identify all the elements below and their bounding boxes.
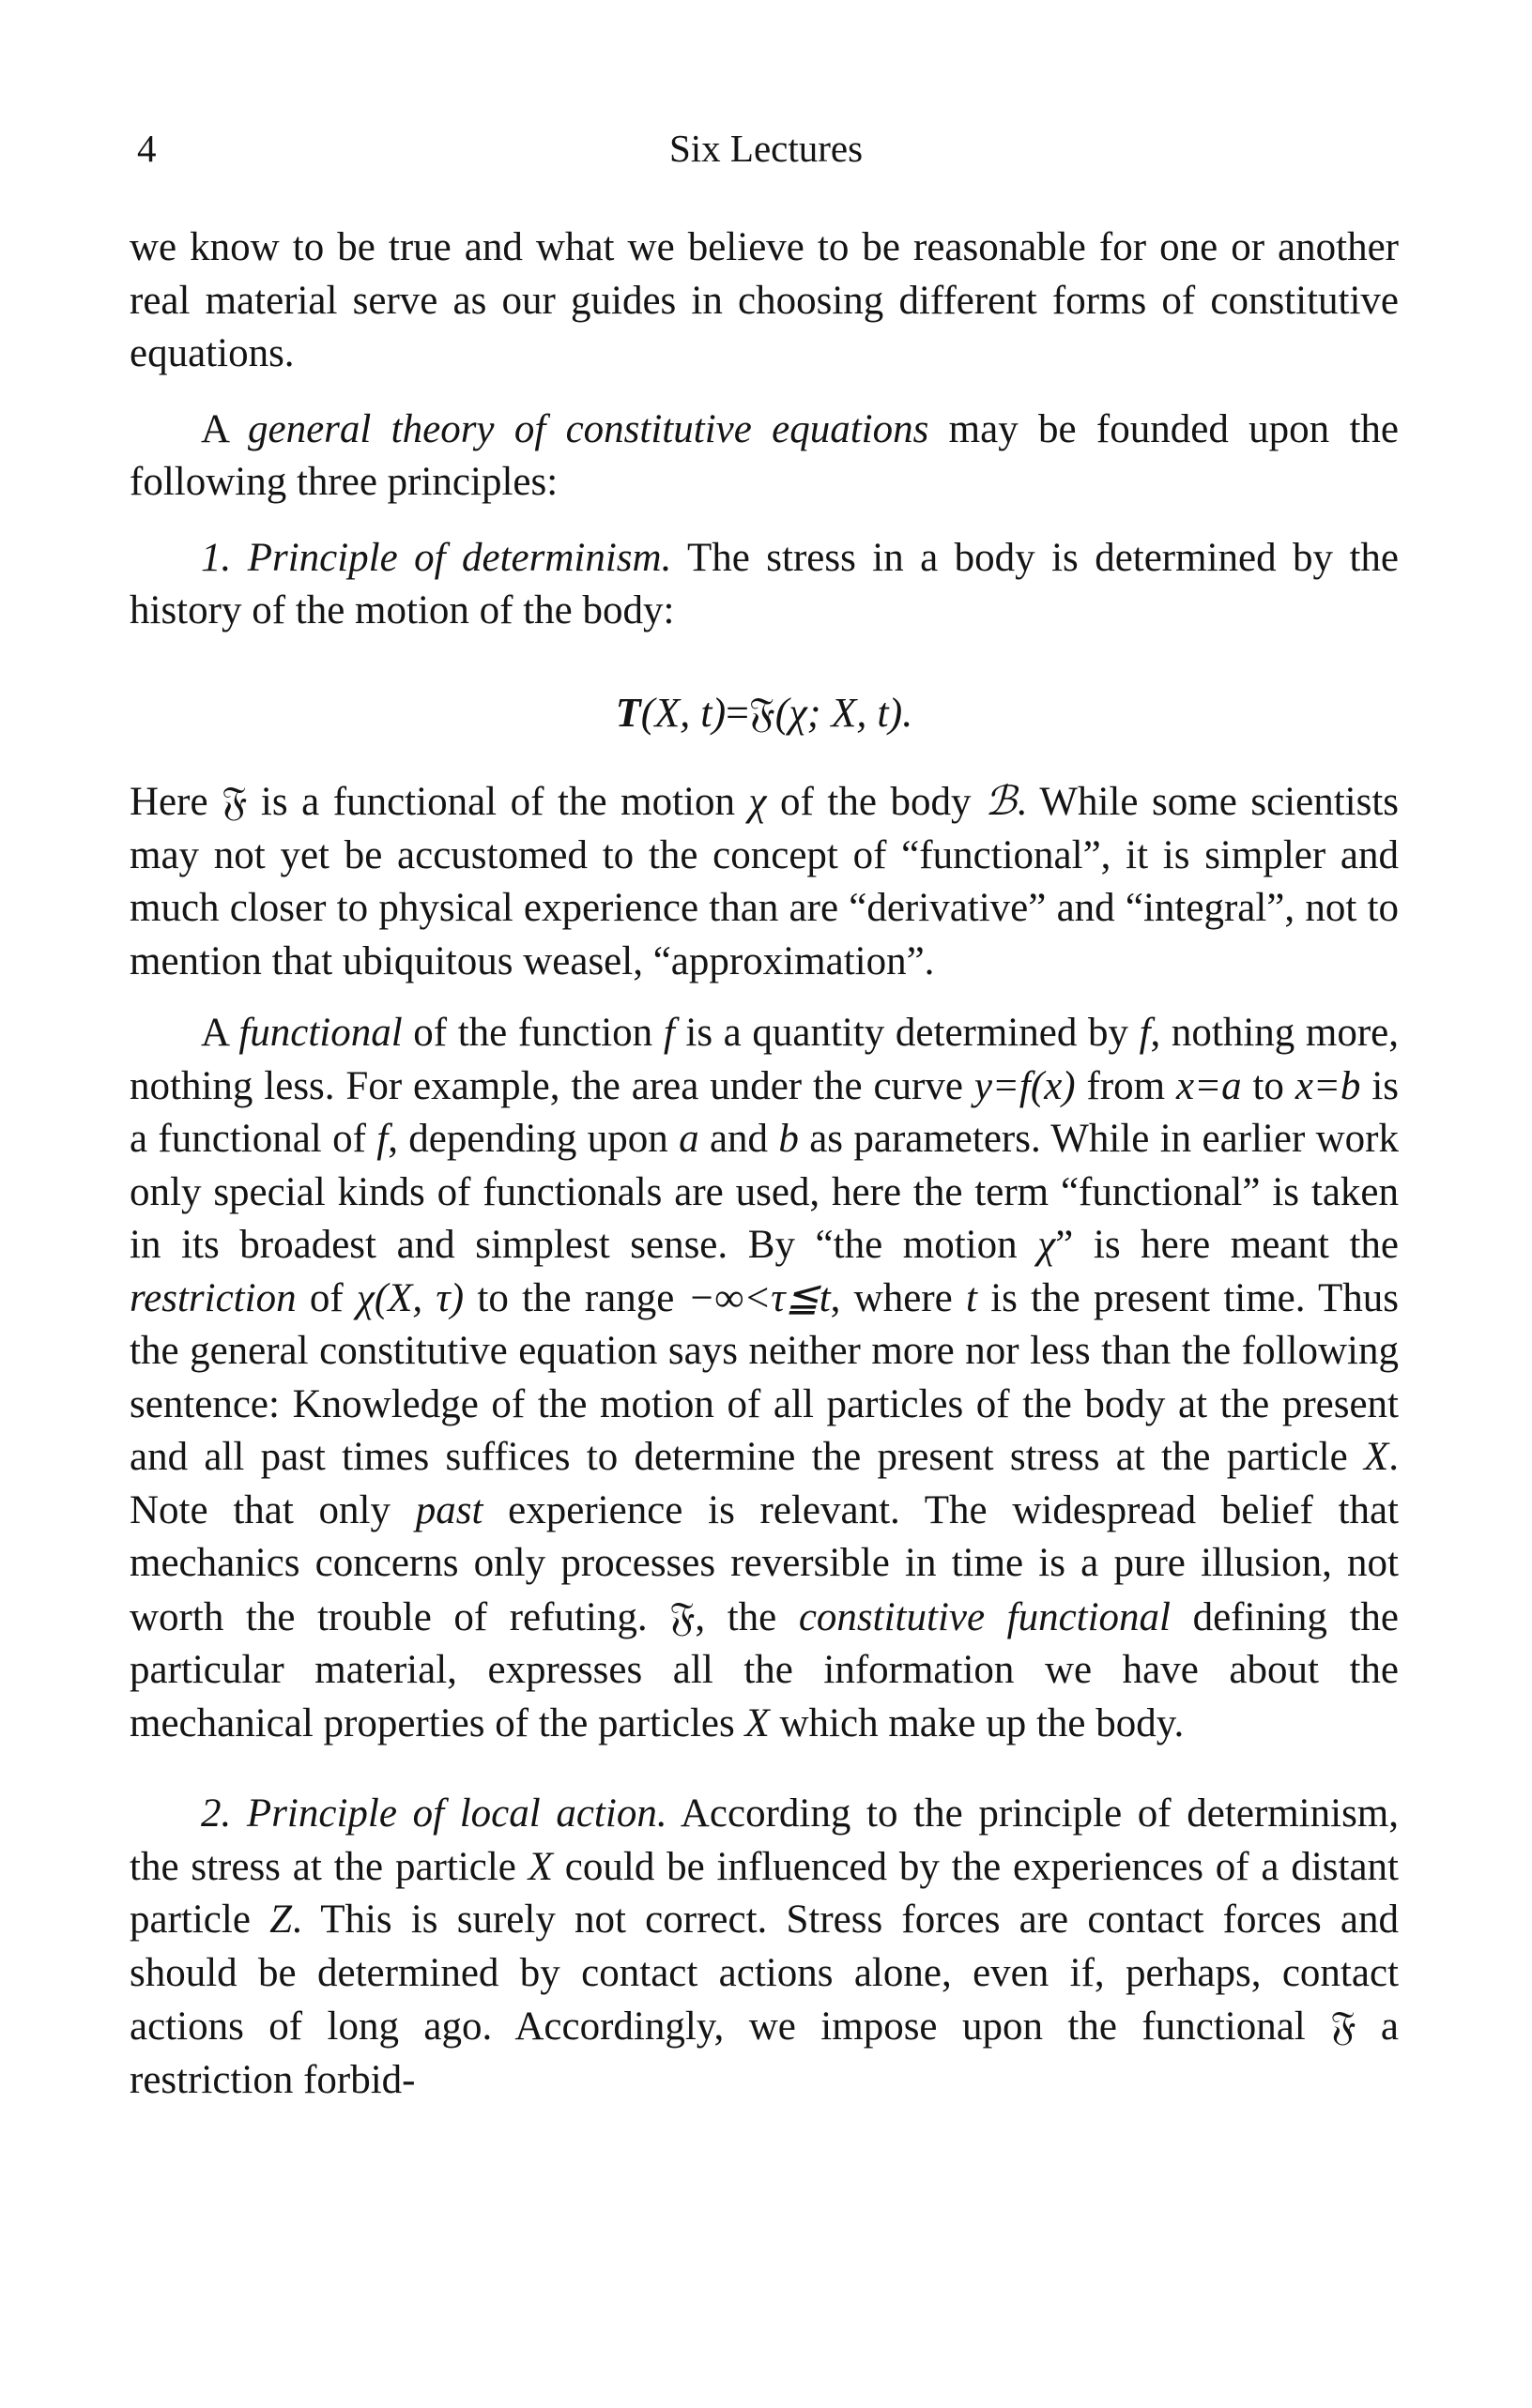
text-run: defining the particular material, expresses all the information we have about the mechanical properties of the particles	[130, 1594, 1399, 1745]
math-var: t	[965, 1275, 977, 1320]
constitutive-equation	[130, 687, 1399, 740]
principle-number: 2.	[201, 1791, 247, 1836]
principle-number: 1.	[201, 535, 248, 580]
math-var: f	[376, 1117, 389, 1161]
math-var: X	[744, 1700, 770, 1745]
text-run: A	[201, 1011, 239, 1055]
text-run: of the body	[766, 780, 986, 824]
emphasis: constitutive functional	[798, 1594, 1172, 1639]
text-run: which make up the body.	[769, 1700, 1185, 1745]
emphasis: general theory of constitutive equations	[248, 406, 929, 451]
paragraph-6-principle-of-local-action	[130, 1788, 1399, 2107]
math-var: Z	[269, 1897, 293, 1942]
emphasis: past	[415, 1487, 483, 1532]
text-run: is a functional of the motion	[247, 780, 749, 824]
emphasis: functional	[238, 1011, 403, 1055]
text-run: According to the principle of determinism, the stress at the particle	[130, 1791, 1399, 1889]
math-expr: x=b	[1295, 1063, 1361, 1108]
math-var: a	[679, 1117, 699, 1161]
math-var: f	[663, 1011, 675, 1055]
math-var: X	[1363, 1435, 1389, 1479]
functional-symbol: 𝔉	[1330, 2003, 1356, 2050]
text-run: a restriction forbid-	[130, 2004, 1399, 2102]
math-expr: χ(X, τ)	[356, 1275, 465, 1320]
paragraph-3-principle-of-determinism	[130, 532, 1399, 638]
text-run: . Note that only	[130, 1435, 1399, 1532]
page-number: 4	[137, 127, 157, 170]
text-run: The stress in a body is determined by the history of the motion of the body:	[130, 535, 1399, 632]
text-run: experience is relevant. The widespread belief that mechanics concerns only processes reversible in time is a pure illusion, not worth the trouble of refuting.	[130, 1487, 1399, 1639]
text-run: and	[698, 1117, 779, 1161]
text-run: as parameters. While in earlier work only special kinds of functionals are used, here the term “functional” is taken in its broadest and simplest sense. By “the motion	[130, 1117, 1399, 1267]
principle-title: Principle of determinism.	[247, 535, 672, 580]
page-header	[0, 120, 1532, 176]
text-run: may be founded upon the following three principles:	[130, 406, 1399, 504]
motion-symbol: χ	[1037, 1223, 1056, 1267]
text-run: . This is surely not correct. Stress forces are contact forces and should be determined by contact actions alone, even if, perhaps, contact actions of long ago. Accordingly, we impose upon the functional	[130, 1897, 1399, 2049]
emphasis: restriction	[130, 1275, 297, 1320]
stress-tensor-symbol: T	[615, 689, 641, 736]
functional-symbol: 𝔉	[748, 688, 775, 737]
text-run: is a quantity determined by	[674, 1011, 1140, 1055]
math-expr: −∞<τ≦t	[687, 1275, 831, 1320]
text-run: is a functional of	[130, 1063, 1400, 1161]
paragraph-4	[130, 775, 1399, 988]
body-symbol: ℬ	[985, 780, 1017, 824]
text-run: of the function	[402, 1011, 664, 1055]
text-run: . While some scientists may not yet be accustomed to the concept of “functional”, it is simpler and much closer to physical experience than are “derivative” and “integral”, not to mention that ubiquitous weasel, “approximation”.	[130, 780, 1400, 983]
math-expr: x=a	[1175, 1063, 1242, 1108]
math-var: X	[528, 1844, 553, 1889]
text-run: , the	[695, 1594, 799, 1639]
equals-sign: =	[726, 689, 749, 736]
body-text	[130, 221, 1399, 2107]
paragraph-2	[130, 404, 1399, 510]
text-run: to the range	[464, 1275, 688, 1320]
text-run: , depending upon	[388, 1117, 680, 1161]
paragraph-1	[130, 221, 1399, 381]
math-var: b	[778, 1117, 799, 1161]
text-run: could be influenced by the experiences of a distant particle	[130, 1844, 1399, 1942]
math-var: f	[1139, 1011, 1151, 1055]
principle-title: Principle of local action.	[246, 1791, 667, 1836]
text-run: of	[296, 1275, 357, 1320]
text-run: to	[1241, 1063, 1295, 1108]
text-run: is the present time. Thus the general constitutive equation says neither more nor less than the following sentence: Knowledge of the motion of all particles of the body at the present and all past times suffices to determine the present stress at the particle	[130, 1275, 1399, 1479]
equation-lhs-args: (X, t)	[640, 689, 727, 736]
text-run: , where	[830, 1275, 966, 1320]
text-run: ” is here meant the	[1055, 1223, 1399, 1267]
paragraph-5	[130, 1007, 1399, 1750]
equation-rhs-args: (χ; X, t).	[774, 689, 913, 736]
math-expr: y=f(x)	[973, 1063, 1076, 1108]
functional-symbol: 𝔉	[222, 778, 248, 825]
text-run: , nothing more, nothing less. For example, the area under the curve	[130, 1011, 1400, 1108]
running-title: Six Lectures	[668, 127, 864, 170]
motion-symbol: χ	[748, 780, 767, 824]
paragraph-1-text: we know to be true and what we believe to be reasonable for one or another real material serve as our guides in choosing different forms of constitutive equations.	[130, 225, 1399, 375]
text-run: A	[201, 406, 248, 451]
text-run: Here	[130, 780, 222, 824]
functional-symbol: 𝔉	[669, 1593, 696, 1640]
text-run: from	[1075, 1063, 1176, 1108]
